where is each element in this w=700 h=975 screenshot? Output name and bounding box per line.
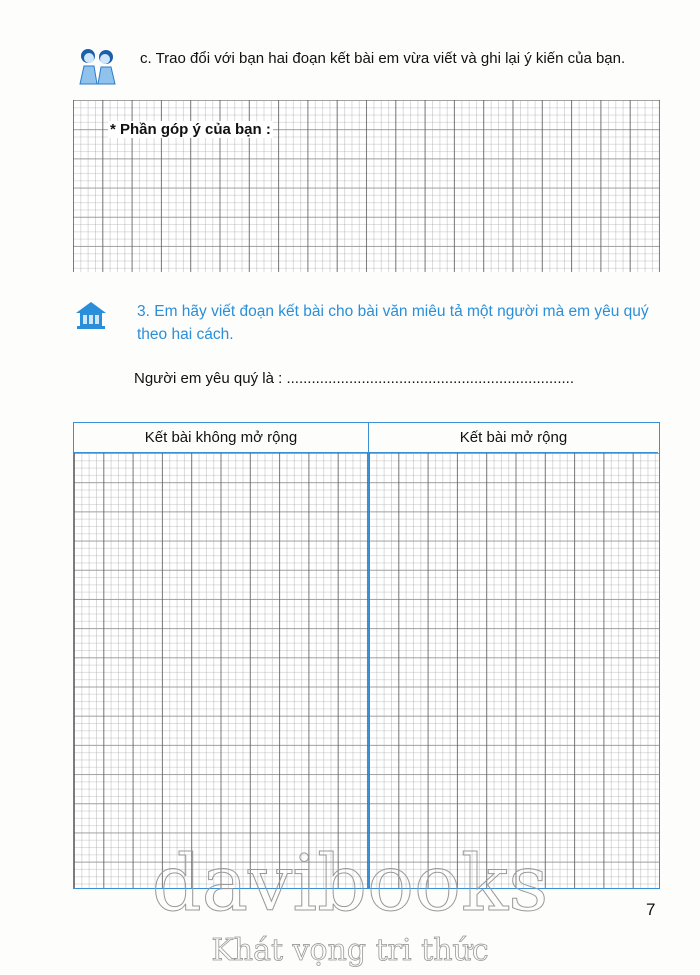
- page-number: 7: [646, 900, 656, 919]
- writing-area-extension[interactable]: [368, 453, 659, 888]
- header-no-extension: Kết bài không mở rộng: [74, 423, 368, 453]
- feedback-label: * Phần góp ý của bạn :: [110, 121, 271, 138]
- instruction-c: c. Trao đổi với bạn hai đoạn kết bài em vừa viết và ghi lại ý kiến của bạn.: [140, 50, 626, 67]
- house-icon: [74, 300, 108, 330]
- conclusion-table: [73, 422, 660, 889]
- svg-text:Khát vọng tri thức: Khát vọng tri thức: [211, 933, 489, 968]
- svg-text:davibooks: davibooks: [151, 840, 549, 929]
- davibooks-watermark: [150, 840, 550, 970]
- loved-person-field[interactable]: Người em yêu quý là : .....................................................................: [134, 370, 574, 387]
- header-extension: Kết bài mở rộng: [368, 423, 658, 453]
- exercise-3-prompt: 3. Em hãy viết đoạn kết bài cho bài văn miêu tả một người mà em yêu quý theo hai cách.: [137, 303, 649, 343]
- children-talking-icon: [74, 46, 122, 86]
- writing-area-no-extension[interactable]: [74, 453, 368, 888]
